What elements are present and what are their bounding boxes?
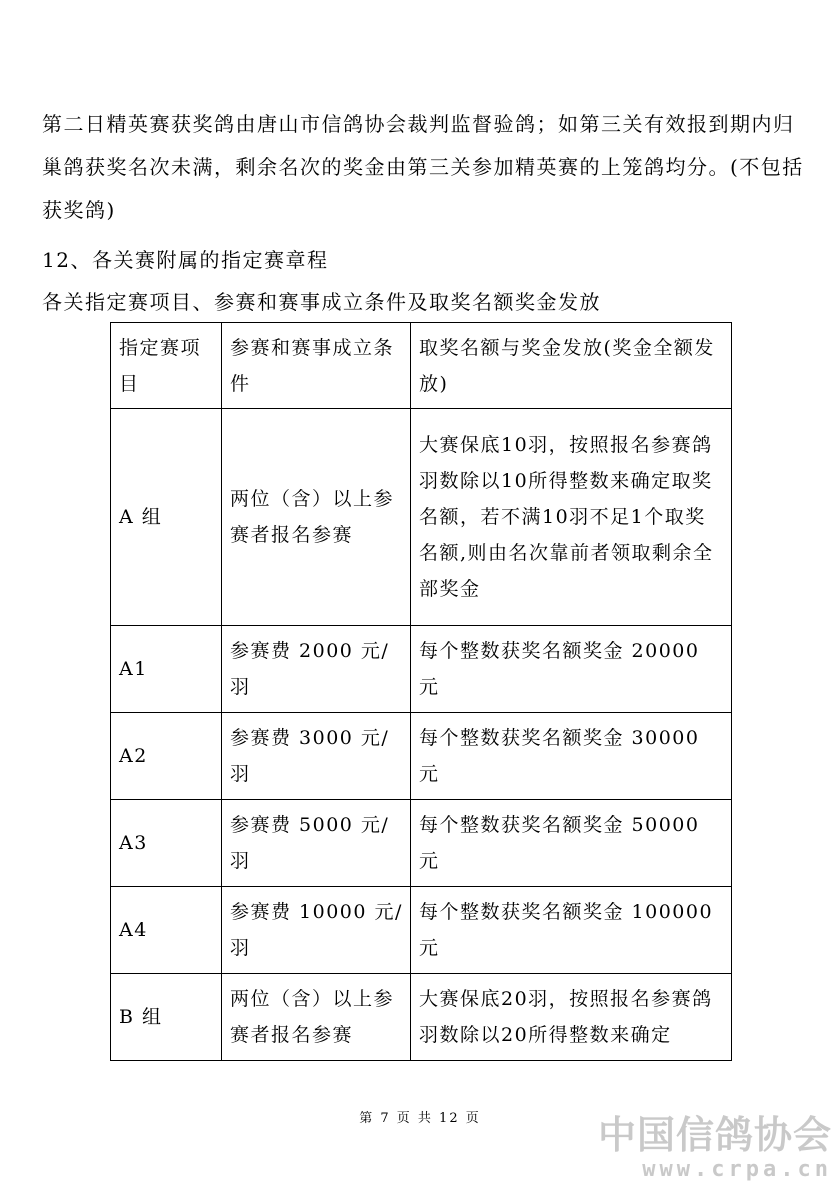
cell-prize: 大赛保底10羽，按照报名参赛鸽羽数除以10所得整数来确定取奖名额，若不满10羽不足1个取奖名额,则由名次靠前者领取剩余全部奖金 xyxy=(411,409,732,626)
header-cell-condition: 参赛和赛事成立条件 xyxy=(222,323,411,409)
header-cell-prize: 取奖名额与奖金发放(奖金全额发放) xyxy=(411,323,732,409)
cell-prize: 大赛保底20羽，按照报名参赛鸽羽数除以20所得整数来确定 xyxy=(411,974,732,1061)
watermark-name: 中国信鸽协会 xyxy=(597,1113,832,1157)
table-row xyxy=(111,800,732,887)
table-row xyxy=(111,713,732,800)
prize-rules-table xyxy=(110,322,732,1061)
cell-prize: 每个整数获奖名额奖金 50000 元 xyxy=(411,800,732,887)
table-row xyxy=(111,409,732,626)
watermark xyxy=(598,1114,832,1184)
cell-condition: 参赛费 2000 元/羽 xyxy=(222,626,411,713)
cell-item: B 组 xyxy=(111,974,222,1061)
cell-prize: 每个整数获奖名额奖金 20000 元 xyxy=(411,626,732,713)
cell-item: A 组 xyxy=(111,409,222,626)
table-row xyxy=(111,887,732,974)
cell-condition: 参赛费 3000 元/羽 xyxy=(222,713,411,800)
cell-prize: 每个整数获奖名额奖金 30000 元 xyxy=(411,713,732,800)
cell-condition: 两位（含）以上参赛者报名参赛 xyxy=(222,409,411,626)
table-row xyxy=(111,974,732,1061)
cell-prize: 每个整数获奖名额奖金 100000 元 xyxy=(411,887,732,974)
cell-item: A1 xyxy=(111,626,222,713)
table-caption: 各关指定赛项目、参赛和赛事成立条件及取奖名额奖金发放 xyxy=(42,290,601,314)
cell-item: A4 xyxy=(111,887,222,974)
cell-condition: 参赛费 10000 元/羽 xyxy=(222,887,411,974)
cell-condition: 两位（含）以上参赛者报名参赛 xyxy=(222,974,411,1061)
cell-item: A2 xyxy=(111,713,222,800)
body-paragraph: 第二日精英赛获奖鸽由唐山市信鸽协会裁判监督验鸽；如第三关有效报到期内归巢鸽获奖名次未满，剩余名次的奖金由第三关参加精英赛的上笼鸽均分。(不包括获奖鸽) xyxy=(42,112,804,222)
table-row xyxy=(111,626,732,713)
watermark-url: www.crpa.cn xyxy=(642,1157,832,1182)
table-header-row xyxy=(111,323,732,409)
cell-item: A3 xyxy=(111,800,222,887)
header-cell-item: 指定赛项目 xyxy=(111,323,222,409)
section-heading: 12、各关赛附属的指定赛章程 xyxy=(42,248,329,272)
cell-condition: 参赛费 5000 元/羽 xyxy=(222,800,411,887)
page-number: 第 7 页 共 12 页 xyxy=(359,1111,481,1126)
